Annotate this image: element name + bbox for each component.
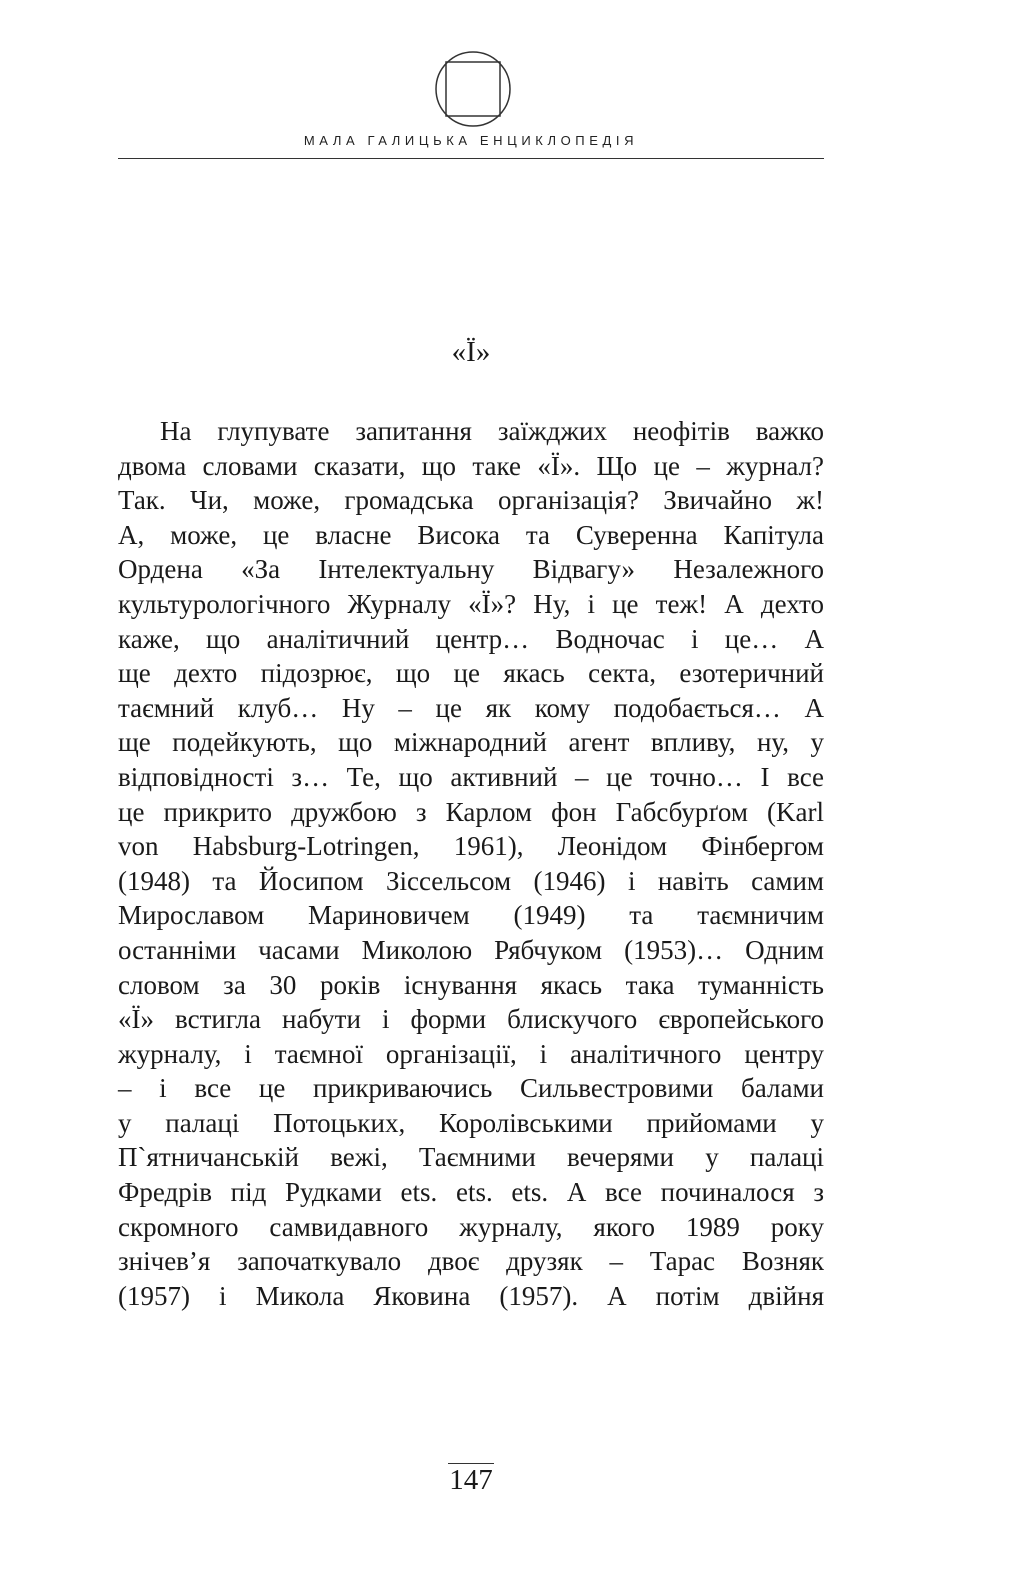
body-text-line: журналу, і таємної організації, і аналітичного центру <box>118 1038 824 1069</box>
article-body <box>118 414 824 1313</box>
body-text-line: ще дехто підозрює, що це якась секта, езотеричний <box>118 658 824 689</box>
page-header <box>0 0 1024 170</box>
body-text-line: скромного самвидавного журналу, якого 1989 року <box>118 1211 824 1242</box>
series-title: МАЛА ГАЛИЦЬКА ЕНЦИКЛОПЕДІЯ <box>303 133 639 148</box>
body-text-line: культурологічного Журналу «Ї»? Ну, і це теж! А дехто <box>118 588 824 619</box>
page-number: 147 <box>449 1464 493 1496</box>
body-text-line: ще подейкують, що міжнародний агент впливу, ну, у <box>118 727 824 758</box>
circle-square-logo-icon <box>434 50 512 128</box>
body-text-line: відповідності з… Те, що активний – це точно… І все <box>118 761 824 792</box>
body-text-line: Мирославом Мариновичем (1949) та таємничим <box>118 900 824 931</box>
body-text-line: словом за 30 років існування якась така туманність <box>118 969 824 1000</box>
body-text-line: (1957) і Микола Яковина (1957). А потім двійня <box>118 1280 824 1311</box>
article-title: «Ї» <box>451 336 491 368</box>
body-text-line: останніми часами Миколою Рябчуком (1953)… Одним <box>118 934 824 965</box>
body-text-line: Ордена «За Інтелектуальну Відвагу» Незалежного <box>118 554 824 585</box>
body-text-line: А, може, це власне Висока та Суверенна Капітула <box>118 519 824 550</box>
header-rule <box>118 158 824 159</box>
body-text-line: знічев’я започаткувало двоє друзяк – Тарас Возняк <box>118 1246 824 1277</box>
body-text-line: у палаці Потоцьких, Королівськими прийомами у <box>118 1107 824 1138</box>
body-text-line: це прикрито дружбою з Карлом фон Габсбурґом (Karl <box>118 796 824 827</box>
body-text-line: каже, що аналітичний центр… Водночас і це… А <box>118 623 824 654</box>
body-text-line: двома словами сказати, що таке «Ї». Що це – журнал? <box>118 450 824 481</box>
body-text-line: Фредрів під Рудками ets. ets. ets. А все починалося з <box>118 1177 824 1208</box>
body-text-line: – і все це прикриваючись Сильвестровими балами <box>118 1073 824 1104</box>
body-text-line: von Habsburg-Lotringen, 1961), Леонідом Фінбергом <box>118 831 824 862</box>
body-text-line: П`ятничанській вежі, Таємними вечерями у палаці <box>118 1142 824 1173</box>
body-text-line: На глупувате запитання заїжджих неофітів важко <box>160 416 824 446</box>
body-text-line: таємний клуб… Ну – це як кому подобається… А <box>118 692 824 723</box>
body-text-line: Так. Чи, може, громадська організація? Звичайно ж! <box>118 485 824 516</box>
body-text-line: «Ї» встигла набути і форми блискучого європейського <box>118 1004 824 1035</box>
body-text-line: (1948) та Йосипом Зіссельсом (1946) і навіть самим <box>118 865 824 896</box>
